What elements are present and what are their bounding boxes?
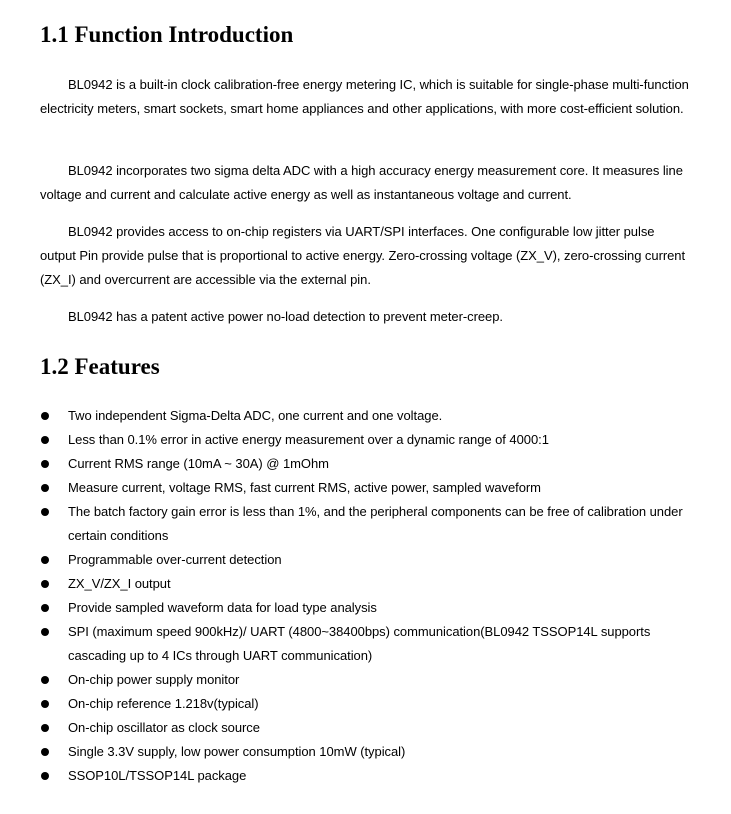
feature-text: Less than 0.1% error in active energy measurement over a dynamic range of 4000:1 <box>68 432 549 447</box>
feature-item <box>40 620 690 668</box>
bullet-icon <box>41 748 49 756</box>
bullet-icon <box>41 436 49 444</box>
intro-paragraph: BL0942 is a built-in clock calibration-free energy metering IC, which is suitable for single-phase multi-function electricity meters, smart sockets, smart home appliances and other applications, with more cost-efficient solution. <box>40 77 689 116</box>
feature-item <box>40 692 690 716</box>
section-title-features: 1.2 Features <box>40 354 160 379</box>
bullet-icon <box>41 676 49 684</box>
features-list <box>40 404 690 788</box>
intro-paragraph: BL0942 incorporates two sigma delta ADC with a high accuracy energy measurement core. It measures line voltage and current and calculate active energy as well as instantaneous voltage and current. <box>40 163 683 202</box>
bullet-icon <box>41 700 49 708</box>
bullet-icon <box>41 772 49 780</box>
bullet-icon <box>41 724 49 732</box>
bullet-icon <box>41 484 49 492</box>
feature-item <box>40 548 690 572</box>
bullet-icon <box>41 460 49 468</box>
feature-item <box>40 764 690 788</box>
bullet-icon <box>41 412 49 420</box>
feature-text: Two independent Sigma-Delta ADC, one current and one voltage. <box>68 408 443 423</box>
feature-item <box>40 404 690 428</box>
feature-item <box>40 596 690 620</box>
bullet-icon <box>41 508 49 516</box>
feature-item <box>40 668 690 692</box>
feature-text: The batch factory gain error is less than 1%, and the peripheral components can be free of calibration under certain conditions <box>68 504 683 543</box>
feature-text: On-chip oscillator as clock source <box>68 720 260 735</box>
bullet-icon <box>41 580 49 588</box>
feature-item <box>40 716 690 740</box>
feature-text: SSOP10L/TSSOP14L package <box>68 768 247 783</box>
intro-paragraph: BL0942 has a patent active power no-load detection to prevent meter-creep. <box>68 309 503 324</box>
feature-text: Provide sampled waveform data for load type analysis <box>68 600 377 615</box>
feature-text: Measure current, voltage RMS, fast current RMS, active power, sampled waveform <box>68 480 541 495</box>
feature-item <box>40 572 690 596</box>
feature-text: ZX_V/ZX_I output <box>68 576 171 591</box>
feature-item <box>40 740 690 764</box>
feature-item <box>40 476 690 500</box>
feature-text: Current RMS range (10mA ~ 30A) @ 1mOhm <box>68 456 329 471</box>
intro-paragraph: BL0942 provides access to on-chip registers via UART/SPI interfaces. One configurable low jitter pulse output Pin provide pulse that is proportional to active energy. Zero-crossing voltage (ZX_V), zero-crossing current (ZX_I) and overcurrent are accessible via the external pin. <box>40 224 686 287</box>
feature-text: Single 3.3V supply, low power consumption 10mW (typical) <box>68 744 406 759</box>
feature-item <box>40 500 690 548</box>
feature-text: Programmable over-current detection <box>68 552 282 567</box>
feature-text: On-chip reference 1.218v(typical) <box>68 696 259 711</box>
section-title-function-introduction: 1.1 Function Introduction <box>40 22 294 47</box>
bullet-icon <box>41 604 49 612</box>
feature-item <box>40 452 690 476</box>
bullet-icon <box>41 556 49 564</box>
feature-text: SPI (maximum speed 900kHz)/ UART (4800~38400bps) communication(BL0942 TSSOP14L supports cascading up to 4 ICs through UART communication) <box>68 624 651 663</box>
bullet-icon <box>41 628 49 636</box>
feature-text: On-chip power supply monitor <box>68 672 240 687</box>
feature-item <box>40 428 690 452</box>
